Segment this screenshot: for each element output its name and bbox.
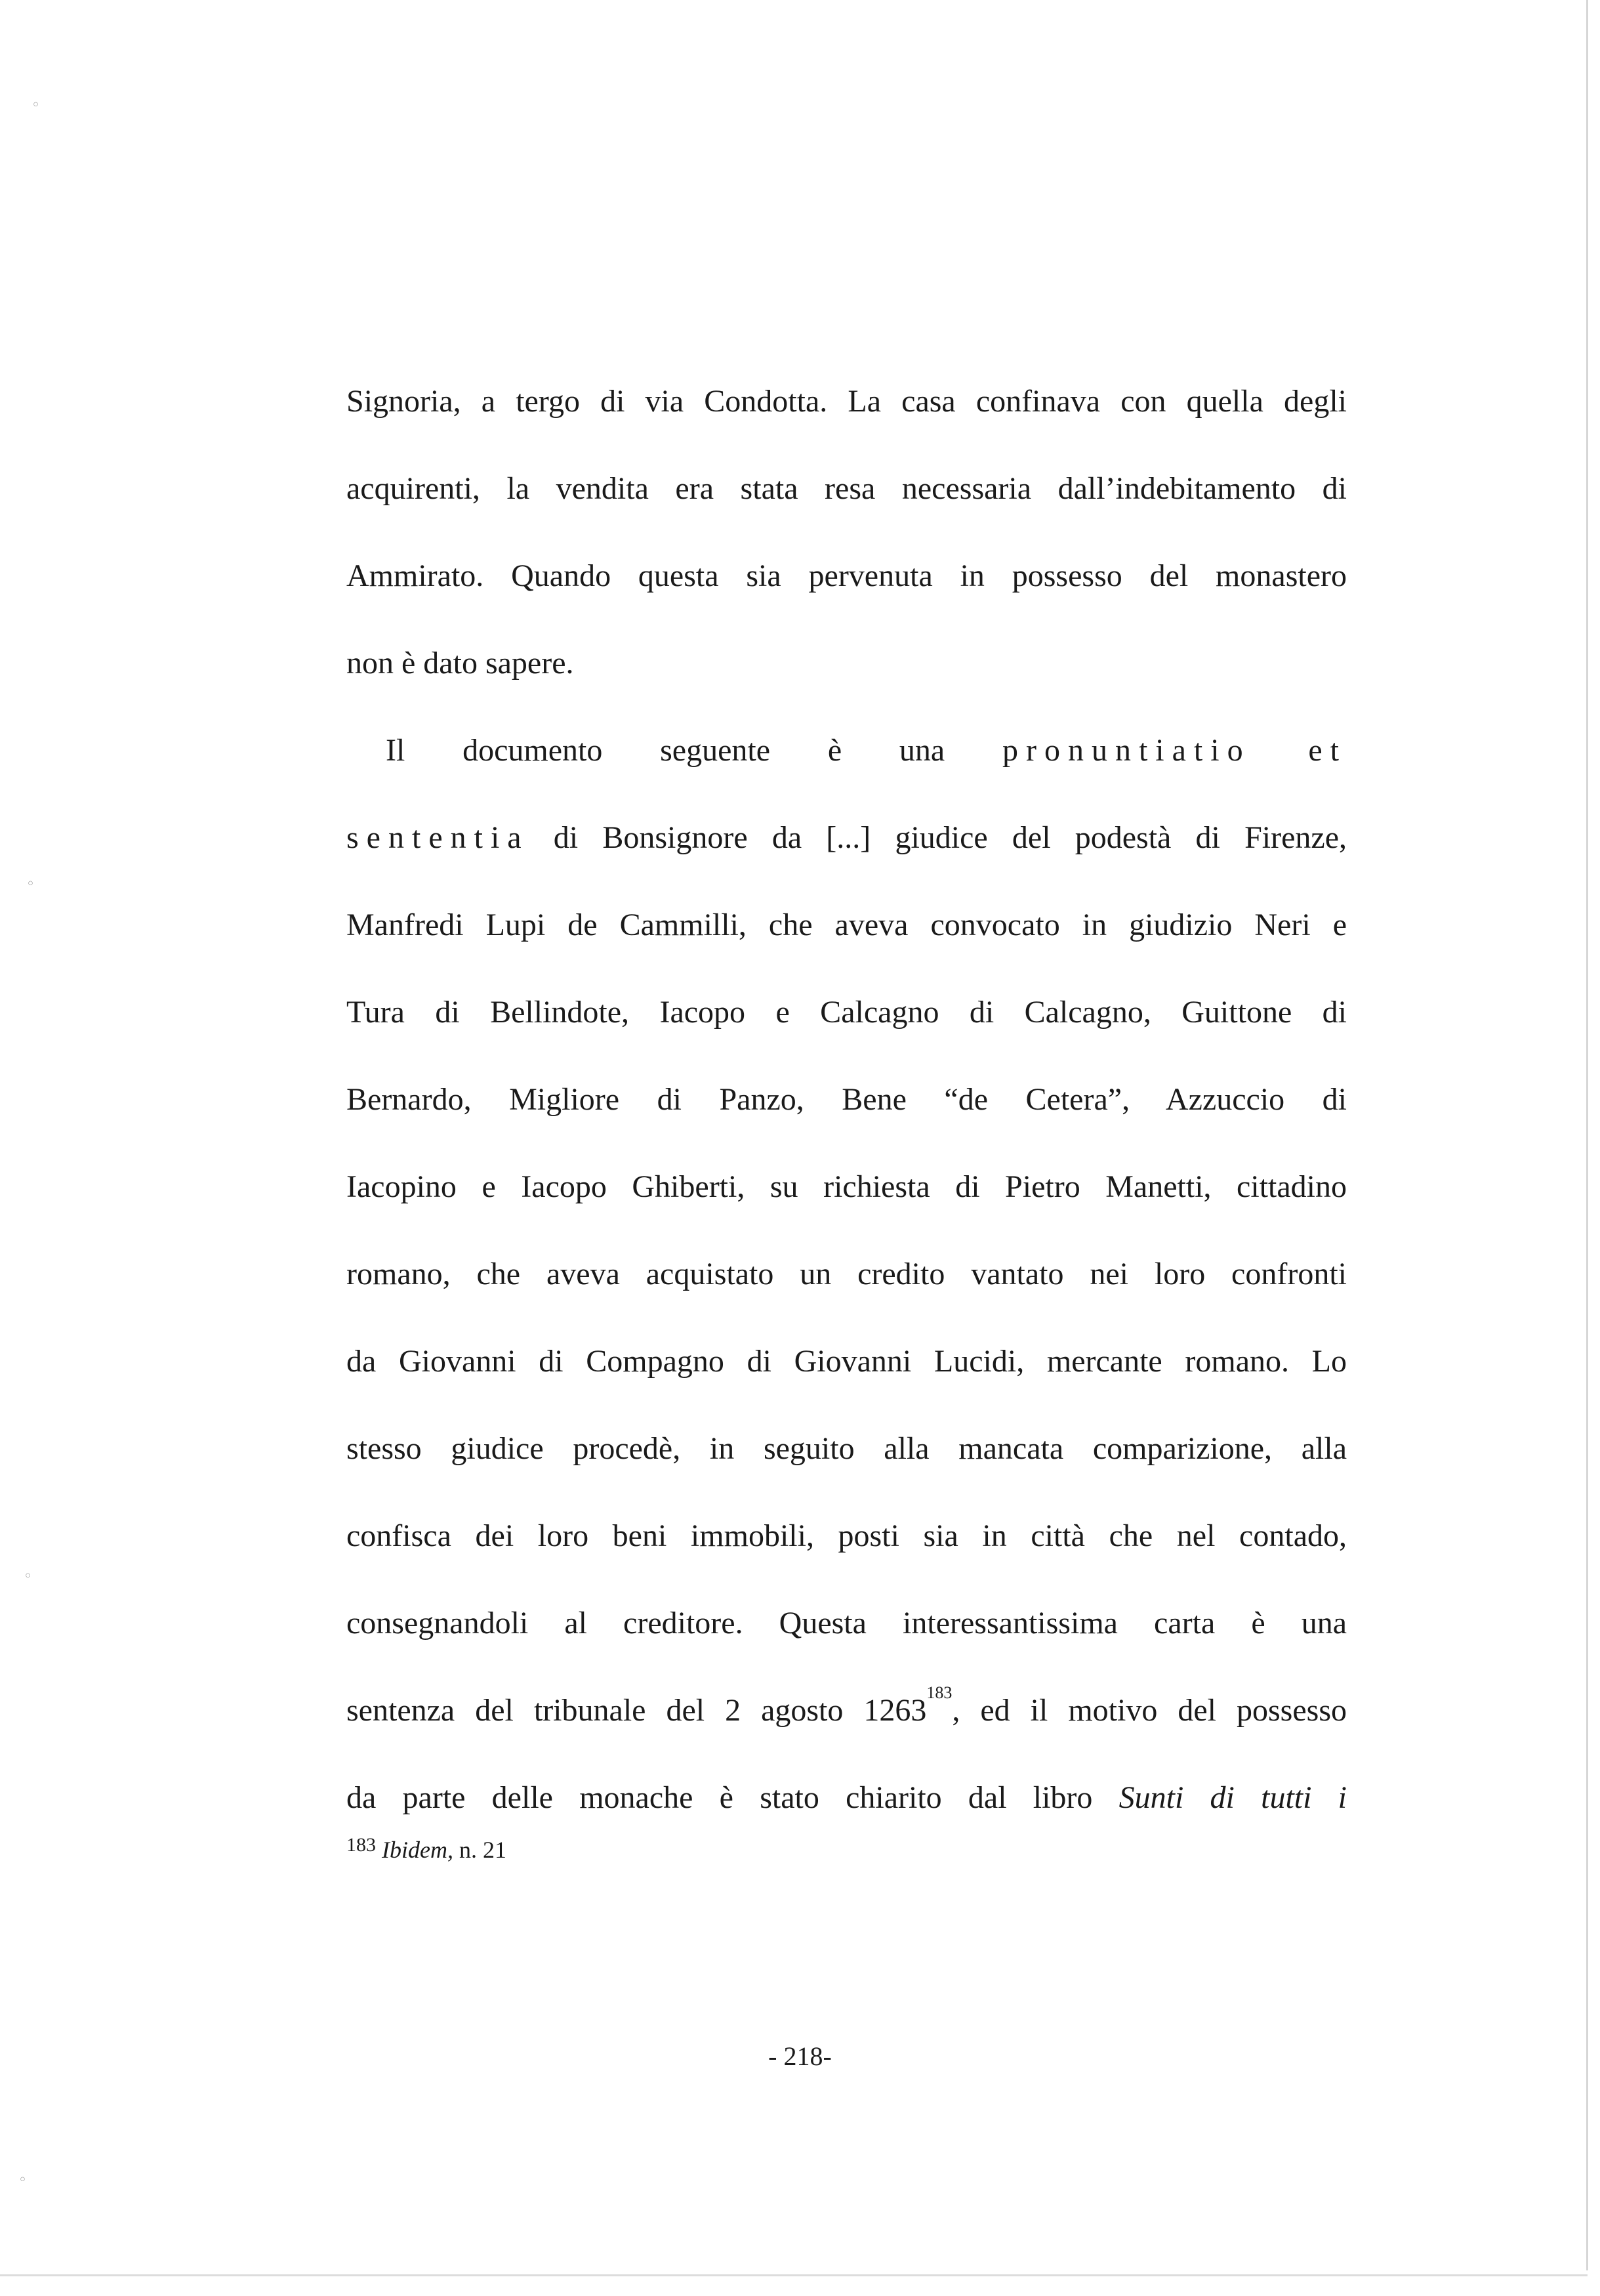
body-text <box>346 358 1347 1841</box>
scan-artifact: ◦ <box>26 876 35 892</box>
text-line: Iacopino e Iacopo Ghiberti, su richiesta di Pietro Manetti, cittadino <box>346 1169 1347 1204</box>
footnote-ref: n. 21 <box>459 1837 506 1863</box>
text-line: da Giovanni di Compagno di Giovanni Lucidi, mercante romano. Lo <box>346 1344 1347 1379</box>
text-line: Signoria, a tergo di via Condotta. La casa confinava con quella degli <box>346 384 1347 419</box>
scan-artifact: ◦ <box>18 2172 27 2188</box>
text-segment: da parte delle monache è stato chiarito dal libro <box>346 1780 1093 1815</box>
text-line <box>346 1754 1347 1841</box>
text-line: acquirenti, la vendita era stata resa necessaria dall’indebitamento di <box>346 471 1347 506</box>
page-number: - 218- <box>768 2041 832 2071</box>
spaced-term: sententia <box>346 820 529 855</box>
footnote-reference[interactable]: 183 <box>926 1683 953 1702</box>
spaced-term: et <box>1308 733 1347 768</box>
footnote <box>346 1834 506 1864</box>
text-segment: sentenza del tribunale del 2 agosto 1263 <box>346 1693 927 1728</box>
text-line <box>346 1667 1347 1754</box>
scan-artifact: ◦ <box>24 1568 32 1585</box>
footnote-citation: Ibidem, <box>382 1837 453 1863</box>
text-line <box>346 794 1347 881</box>
spaced-term: pronuntiatio <box>1002 733 1251 768</box>
text-line: Tura di Bellindote, Iacopo e Calcagno di Calcagno, Guittone di <box>346 995 1347 1030</box>
scan-artifact: ◦ <box>31 97 40 114</box>
text-line: romano, che aveva acquistato un credito vantato nei loro confronti <box>346 1257 1347 1291</box>
text-segment: di Bonsignore da [...] giudice del podestà di Firenze, <box>553 820 1347 855</box>
text-line <box>346 707 1347 794</box>
page-edge <box>0 2274 1588 2276</box>
text-line: confisca dei loro beni immobili, posti sia in città che nel contado, <box>346 1518 1347 1553</box>
text-line: consegnandoli al creditore. Questa interessantissima carta è una <box>346 1606 1347 1640</box>
text-line: non è dato sapere. <box>346 646 574 680</box>
book-title: Sunti di tutti i <box>1118 1780 1347 1815</box>
text-line: Ammirato. Quando questa sia pervenuta in possesso del monastero <box>346 558 1347 593</box>
footnote-number: 183 <box>346 1834 376 1856</box>
text-segment: Il documento seguente è una <box>386 733 945 768</box>
text-line: Manfredi Lupi de Cammilli, che aveva convocato in giudizio Neri e <box>346 908 1347 942</box>
page-edge <box>1586 0 1588 2270</box>
text-segment: , ed il motivo del possesso <box>952 1693 1347 1728</box>
text-line: stesso giudice procedè, in seguito alla mancata comparizione, alla <box>346 1431 1347 1466</box>
text-line: Bernardo, Migliore di Panzo, Bene “de Cetera”, Azzuccio di <box>346 1082 1347 1117</box>
